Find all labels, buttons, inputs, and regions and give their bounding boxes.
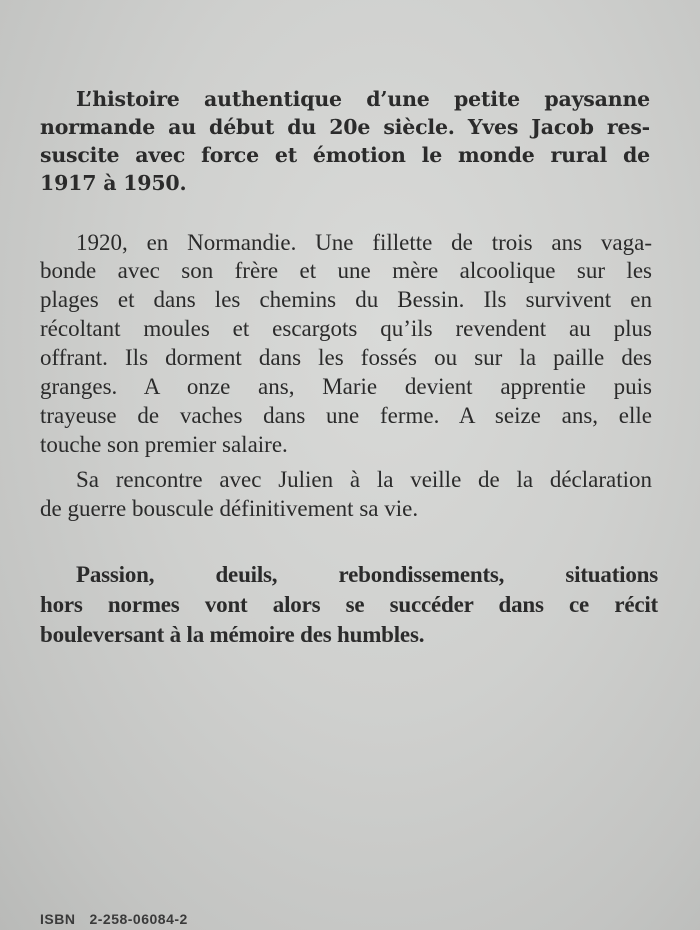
closing-line: Passion, deuils, rebondissements, situations: [76, 562, 658, 587]
body-line: de guerre bouscule définitivement sa vie.: [40, 496, 419, 521]
body-line: trayeuse de vaches dans une ferme. A seize ans, elle: [40, 403, 652, 428]
intro-line: normande au début du 20e siècle. Yves Jacob res-: [40, 115, 650, 139]
intro-line: L’histoire authentique d’une petite paysanne: [76, 87, 650, 111]
body-line: bonde avec son frère et une mère alcoolique sur les: [40, 258, 652, 283]
body-line: récoltant moules et escargots qu’ils revendent au plus: [40, 316, 652, 341]
closing-line: hors normes vont alors se succéder dans ce récit: [40, 592, 658, 617]
isbn-label: ISBN: [40, 911, 76, 927]
body-line: Sa rencontre avec Julien à la veille de la déclaration: [76, 467, 652, 492]
body-line: touche son premier salaire.: [40, 432, 288, 457]
body-line: 1920, en Normandie. Une fillette de trois ans vaga-: [76, 230, 652, 255]
intro-line: suscite avec force et émotion le monde rural de: [40, 143, 650, 167]
isbn: [40, 911, 202, 927]
closing-line: bouleversant à la mémoire des humbles.: [40, 622, 425, 647]
intro-line: 1917 à 1950.: [40, 171, 187, 195]
isbn-number: 2-258-06084-2: [89, 911, 188, 927]
body-line: plages et dans les chemins du Bessin. Ils survivent en: [40, 287, 652, 312]
body-line: offrant. Ils dorment dans les fossés ou sur la paille des: [40, 345, 652, 370]
body-line: granges. A onze ans, Marie devient apprentie puis: [40, 374, 652, 399]
